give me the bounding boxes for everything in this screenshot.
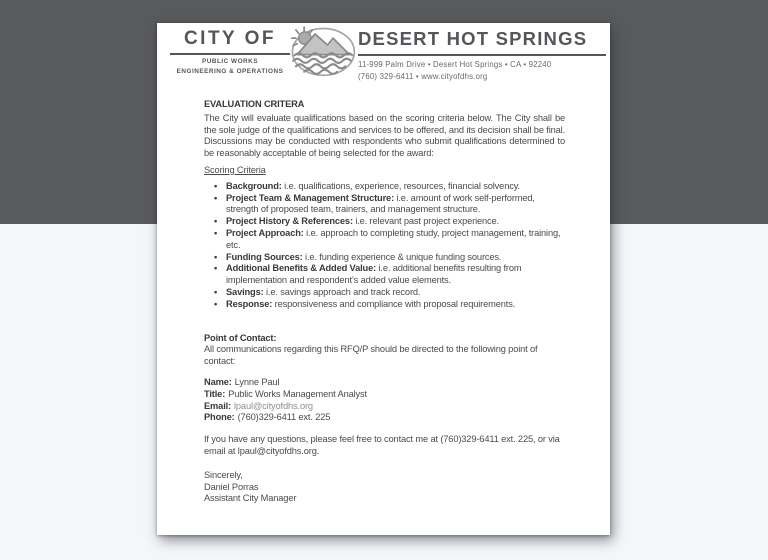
contact-title-row: [204, 389, 565, 401]
criterion-text: i.e. amount of work self-performed, strength of proposed team, trainers, and management structure.: [226, 192, 535, 215]
scoring-criterion-item: [214, 299, 565, 311]
letterhead-dept-line1: PUBLIC WORKS: [201, 58, 259, 65]
letterhead-phone-web: (760) 329-6411 • www.cityofdhs.org: [358, 72, 488, 81]
contact-title-value: Public Works Management Analyst: [228, 388, 367, 399]
contact-name-row: [204, 377, 565, 389]
contact-title-label: Title:: [204, 388, 226, 399]
letter-body: [204, 99, 565, 505]
criterion-text: responsiveness and compliance with proposal requirements.: [272, 298, 516, 309]
criterion-text: i.e. additional benefits resulting from implementation and respondent’s added value elements.: [226, 263, 522, 286]
criterion-label: Additional Benefits & Added Value:: [226, 263, 377, 274]
contact-phone-label: Phone:: [204, 412, 235, 423]
scoring-criteria-label: Scoring Criteria: [204, 164, 266, 175]
criterion-label: Savings:: [226, 286, 264, 297]
closing-paragraph: If you have any questions, please feel free to contact me at (760)329-6411 ext. 225, or via email at lpaul@cityofdhs.org.: [204, 434, 560, 456]
document-page: [157, 23, 610, 535]
scoring-criterion-item: [214, 216, 565, 228]
scoring-criterion-item: [214, 287, 565, 299]
point-of-contact-intro: All communications regarding this RFQ/P should be directed to the following point of contact:: [204, 344, 538, 367]
contact-name-label: Name:: [204, 376, 232, 387]
point-of-contact-heading: Point of Contact:: [204, 332, 277, 343]
contact-details: [204, 377, 565, 424]
scoring-criteria-list: [204, 181, 565, 311]
criterion-text: i.e. savings approach and track record.: [263, 286, 421, 297]
contact-name-value: Lynne Paul: [234, 376, 280, 387]
scoring-criterion-item: [214, 193, 565, 217]
scoring-criterion-item: [214, 228, 565, 252]
criterion-text: i.e. approach to completing study, project management, training, etc.: [226, 227, 561, 250]
section-heading: EVALUATION CRITERA: [204, 99, 305, 109]
city-logo: [286, 23, 358, 78]
signoff-name: Daniel Porras: [204, 481, 259, 492]
signoff-block: [204, 470, 565, 505]
letterhead-dept-line2: ENGINEERING & OPERATIONS: [176, 68, 284, 75]
scoring-criterion-item: [214, 181, 565, 193]
letterhead-address: 11-999 Palm Drive • Desert Hot Springs • CA • 92240: [358, 59, 552, 69]
signoff-title: Assistant City Manager: [204, 493, 297, 504]
contact-phone-row: [204, 412, 565, 424]
criterion-label: Project Team & Management Structure:: [226, 192, 395, 203]
criterion-text: i.e. qualifications, experience, resources, financial solvency.: [281, 180, 520, 191]
criterion-label: Response:: [226, 298, 273, 309]
sun-mountains-waves-icon: [286, 23, 358, 78]
letterhead-city-name: DESERT HOT SPRINGS: [358, 28, 588, 49]
criterion-text: i.e. funding experience & unique funding sources.: [302, 251, 502, 262]
contact-email-label: Email:: [204, 400, 231, 411]
criterion-label: Project Approach:: [226, 227, 304, 238]
letterhead-divider-left: [170, 53, 290, 55]
scoring-criterion-item: [214, 252, 565, 264]
letterhead-left-block: [170, 28, 290, 75]
signoff-sincerely: Sincerely,: [204, 469, 243, 480]
criterion-label: Project History & References:: [226, 216, 353, 227]
contact-phone-value: (760)329-6411 ext. 225: [237, 412, 331, 423]
scoring-criterion-item: [214, 263, 565, 287]
letterhead-city-of: CITY OF: [183, 28, 277, 49]
contact-email-link[interactable]: lpaul@cityofdhs.org: [234, 400, 313, 411]
intro-paragraph: The City will evaluate qualifications based on the scoring criteria below. The City shall be the sole judge of the qualifications and services to be offered, and its decision shall be final. Discussions may be conducted with respondents who submit qualifications determined to be reasonably acceptable of being selected for the award:: [204, 112, 566, 159]
letterhead-right-block: [358, 28, 606, 81]
criterion-text: i.e. relevant past project experience.: [352, 216, 499, 227]
contact-email-row: [204, 401, 565, 413]
criterion-label: Funding Sources:: [226, 251, 303, 262]
letterhead-divider-right: [358, 54, 606, 56]
criterion-label: Background:: [226, 180, 282, 191]
